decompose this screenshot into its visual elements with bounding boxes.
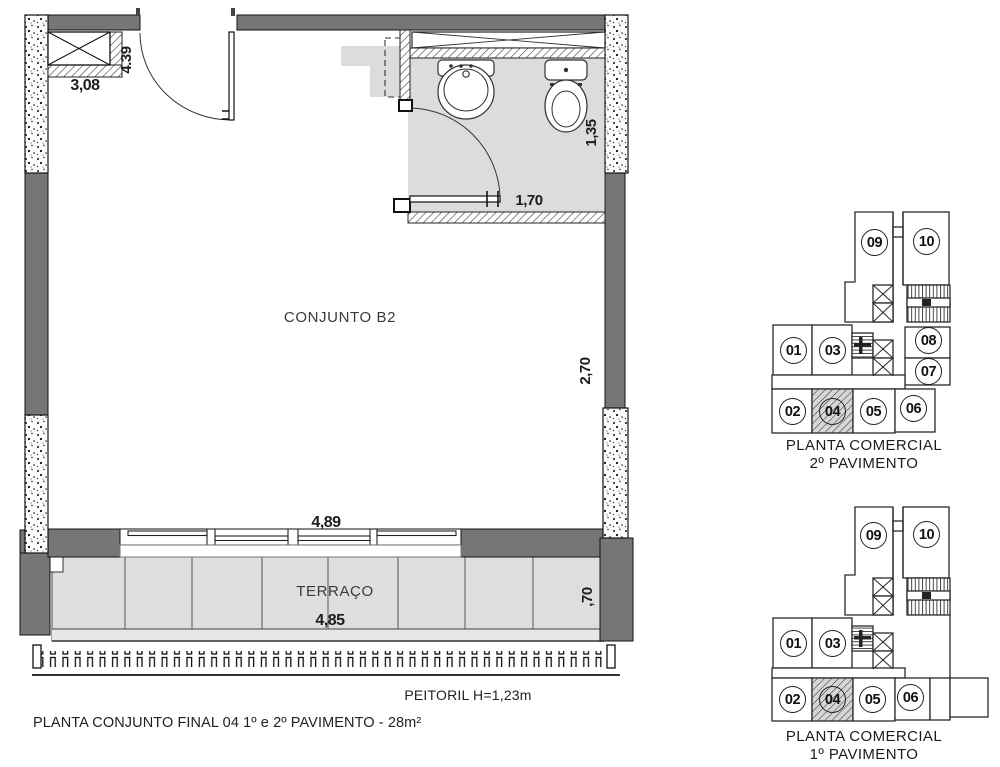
terrace-balustrade <box>32 645 620 675</box>
unit-badge-09 <box>860 522 887 549</box>
unit-label: 10 <box>918 233 935 250</box>
unit-badge-10 <box>913 228 940 255</box>
unit-badge-07 <box>915 358 942 385</box>
dim-shaft-height: 4.39 <box>118 46 135 74</box>
unit-badge-04-highlighted <box>819 686 846 713</box>
unit-label: 02 <box>784 691 801 708</box>
keyplan-2nd-caption <box>760 437 968 474</box>
unit-badge-03 <box>819 630 846 657</box>
unit-label: 09 <box>865 527 882 544</box>
dim-terrace-depth: ,70 <box>579 587 596 607</box>
unit-label: 02 <box>784 403 801 420</box>
keyplan-1st-floor <box>760 495 992 767</box>
unit-badge-02 <box>779 398 806 425</box>
unit-badge-01 <box>780 630 807 657</box>
room-label: CONJUNTO B2 <box>283 309 397 326</box>
keyplan-caption-line1: PLANTA COMERCIAL <box>785 437 943 454</box>
unit-label: 09 <box>866 234 883 251</box>
unit-badge-06 <box>900 395 927 422</box>
keyplan-caption-line2: 1º PAVIMENTO <box>809 746 919 764</box>
dim-terrace-width: 4,85 <box>315 612 345 629</box>
unit-label: 03 <box>824 342 841 359</box>
unit-badge-04-highlighted <box>819 398 846 425</box>
unit-badge-06 <box>897 684 924 711</box>
unit-label: 04 <box>824 691 841 708</box>
unit-badge-02 <box>779 686 806 713</box>
unit-badge-08 <box>915 327 942 354</box>
bath-door-jamb-top <box>399 100 412 111</box>
terrace-label: TERRAÇO <box>296 583 374 600</box>
keyplan-2nd-floor <box>760 200 992 485</box>
kp-right-extension <box>950 678 988 717</box>
plan-caption: PLANTA CONJUNTO FINAL 04 1º e 2º PAVIMENTO - 28m² <box>33 715 422 731</box>
unit-label: 05 <box>865 403 882 420</box>
unit-label: 03 <box>824 635 841 652</box>
unit-label: 01 <box>785 635 802 652</box>
unit-badge-05 <box>859 686 886 713</box>
plan-labels <box>33 309 532 731</box>
entry-door-leaf <box>229 32 234 120</box>
bath-door-jamb-bottom <box>394 199 410 212</box>
unit-badge-10 <box>913 521 940 548</box>
unit-label: 06 <box>902 689 919 706</box>
keyplan-caption-line1: PLANTA COMERCIAL <box>785 728 943 745</box>
unit-badge-01 <box>780 337 807 364</box>
dim-right-wall: 2,70 <box>577 357 594 385</box>
dim-bath-depth: 1,35 <box>583 119 600 147</box>
entry-door <box>136 8 235 120</box>
sill-note: PEITORIL H=1,23m <box>404 687 532 703</box>
dim-bath-door: 1,70 <box>515 192 543 209</box>
toilet-icon <box>545 60 587 132</box>
unit-label: 04 <box>824 403 841 420</box>
unit-label: 08 <box>920 332 937 349</box>
keyplan-1st-caption <box>760 728 968 765</box>
terrace-window <box>120 529 461 557</box>
unit-label: 10 <box>918 526 935 543</box>
sink-icon <box>438 60 494 119</box>
dim-shaft-width: 3,08 <box>70 77 100 94</box>
unit-label: 05 <box>864 691 881 708</box>
unit-label: 06 <box>905 400 922 417</box>
unit-label: 01 <box>785 342 802 359</box>
bathroom-left-wall <box>400 30 410 110</box>
dim-window-width: 4,89 <box>311 514 341 531</box>
bathroom-top-wall <box>404 48 605 58</box>
keyplan-caption-line2: 2º PAVIMENTO <box>809 455 919 473</box>
unit-badge-03 <box>819 337 846 364</box>
unit-label: 07 <box>920 363 937 380</box>
bathroom-bottom-wall <box>408 212 605 223</box>
unit-badge-09 <box>861 229 888 256</box>
unit-badge-05 <box>860 398 887 425</box>
shaft <box>48 32 122 77</box>
